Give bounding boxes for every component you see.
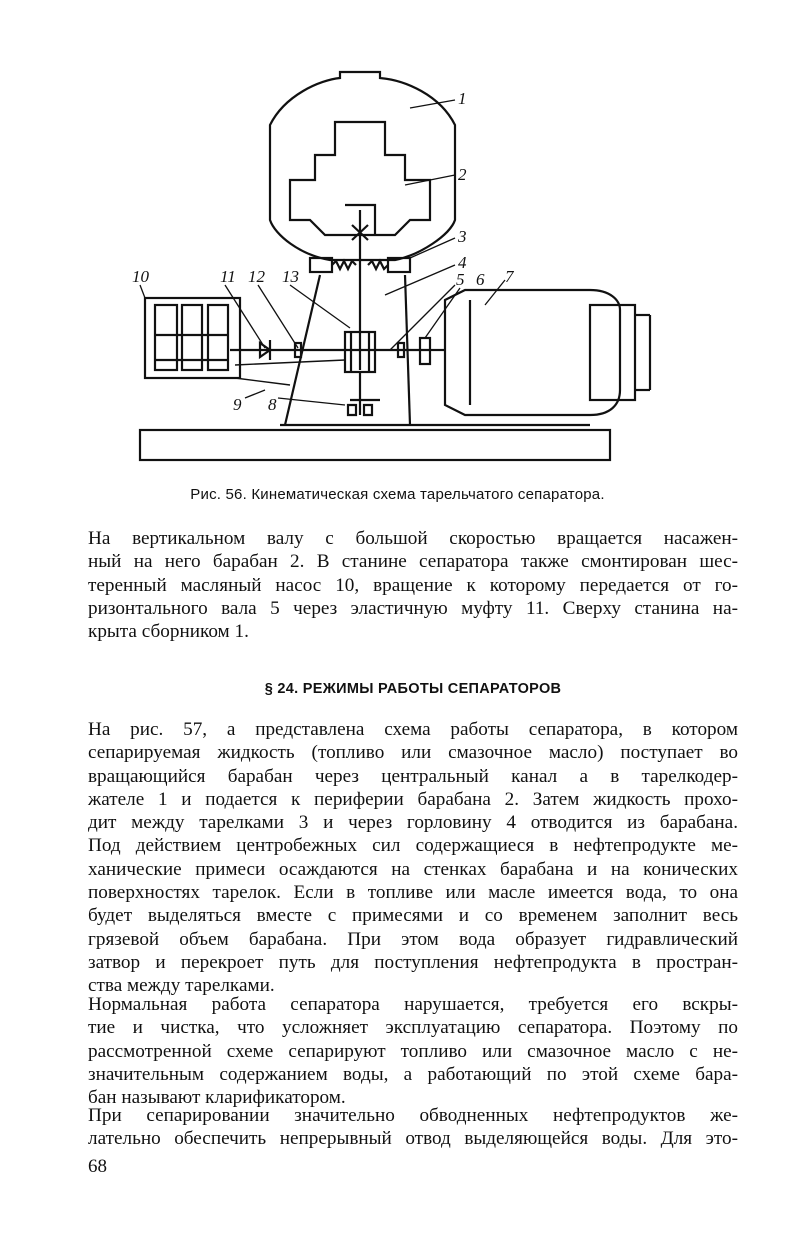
text-line: Нормальная работа сепаратора нарушается, требуется его вскры- <box>88 994 738 1015</box>
section-heading: § 24. РЕЖИМЫ РАБОТЫ СЕПАРАТОРОВ <box>264 681 562 697</box>
text-line: жателе 1 и подается к периферии барабана 2. Затем жидкость прохо- <box>88 788 738 810</box>
callout-4: 4 <box>458 253 467 272</box>
text-line: дит между тарелками 3 и через горловину 4 отводится из барабана. <box>88 812 738 834</box>
text-line: вращающийся барабан через центральный канал а в тарелкодер- <box>88 765 738 787</box>
text-line: На рис. 57, а представлена схема работы сепаратора, в котором <box>88 719 738 740</box>
paragraph-4 <box>88 1104 738 1151</box>
text-line: рассмотренной схеме сепарируют топливо или смазочное масло с не- <box>88 1040 738 1062</box>
callout-5: 5 <box>456 270 465 289</box>
callout-7: 7 <box>505 267 514 286</box>
callout-13: 13 <box>282 267 299 286</box>
paragraph-3 <box>88 993 738 1109</box>
text-line: сепарируемая жидкость (топливо или смазочное масло) поступает во <box>88 742 738 764</box>
text-line: крыта сборником 1. <box>88 621 249 643</box>
text-line: теренный масляный насос 10, вращение к которому передается от го- <box>88 574 738 596</box>
callout-8: 8 <box>268 395 277 414</box>
text-line: На вертикальном валу с большой скоростью вращается насажен- <box>88 528 738 549</box>
page-number: 68 <box>88 1156 107 1177</box>
callout-12: 12 <box>248 267 265 286</box>
text-line: будет выделяться вместе с примесями и со временем заполнит весь <box>88 905 738 927</box>
callout-1: 1 <box>458 89 467 108</box>
callout-11: 11 <box>220 267 236 286</box>
text-line: значительным содержанием воды, а работающий по этой схеме бара- <box>88 1063 738 1085</box>
callout-2: 2 <box>458 165 467 184</box>
text-line: ханические примеси осаждаются на стенках барабана и на конических <box>88 858 738 880</box>
figure-caption: Рис. 56. Кинематическая схема тарельчатого сепаратора. <box>190 486 605 503</box>
text-line: ства между тарелками. <box>88 975 275 997</box>
text-line: Под действием центробежных сил содержащиеся в нефтепродукте ме- <box>88 835 738 857</box>
text-line: тие и чистка, что усложняет эксплуатацию сепаратора. Поэтому по <box>88 1017 738 1039</box>
callout-3: 3 <box>458 227 467 246</box>
kinematic-diagram <box>120 60 680 480</box>
text-line: ризонтального вала 5 через эластичную муфту 11. Сверху станина на- <box>88 597 738 619</box>
oil-pump-box <box>145 298 240 378</box>
paragraph-2 <box>88 718 738 998</box>
separator-schematic <box>120 60 680 480</box>
text-line: При сепарировании значительно обводненных нефтепродуктов же- <box>88 1105 738 1126</box>
callout-10: 10 <box>132 267 149 286</box>
text-line: грязевой объем барабана. При этом вода образует гидравлический <box>88 928 738 950</box>
text-line: затвор и перекроет путь для поступления нефтепродукта в простран- <box>88 951 738 973</box>
paragraph-1 <box>88 527 738 643</box>
text-line: бан называют кларификатором. <box>88 1087 346 1109</box>
callout-6: 6 <box>476 270 485 289</box>
text-line: ный на него барабан 2. В станине сепаратора также смонтирован шес- <box>88 551 738 573</box>
text-line: лательно обеспечить непрерывный отвод выделяющейся воды. Для это- <box>88 1128 738 1150</box>
motor-outline <box>445 290 620 415</box>
text-line: поверхностях тарелок. Если в топливе или масле имеется вода, то она <box>88 882 738 904</box>
collector-outline <box>270 72 455 260</box>
callout-9: 9 <box>233 395 242 414</box>
